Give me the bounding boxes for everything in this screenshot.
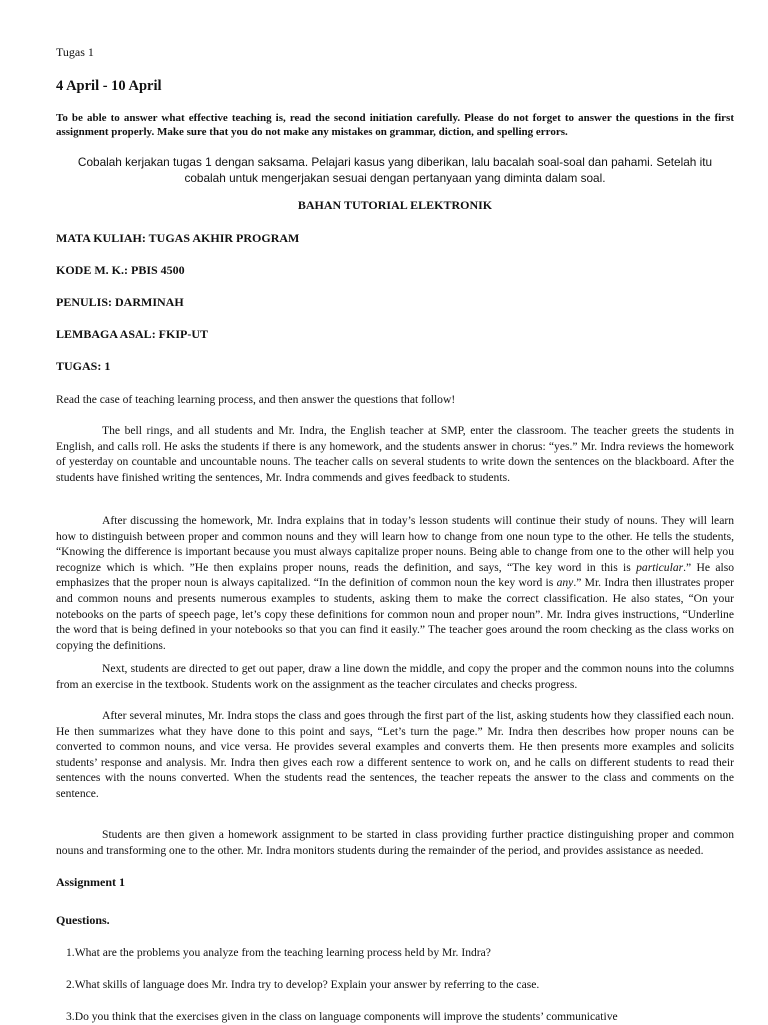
date-range-heading: 4 April - 10 April: [56, 78, 162, 94]
meta-course: MATA KULIAH: TUGAS AKHIR PROGRAM: [56, 231, 300, 245]
meta-institution: LEMBAGA ASAL: FKIP-UT: [56, 327, 209, 341]
case-paragraph-1: The bell rings, and all students and Mr. Indra, the English teacher at SMP, enter the classroom. The teacher greets the students in English, and calls roll. He asks the students if there is any homework, and the students answer in chorus: “yes.” Mr. Indra reviews the homework of yesterday on countable and uncountable nouns. The teacher calls on several students to write down the sentences on the blackboard. After the students have finished writing the sentences, Mr. Indra commends and gives feedback to students.: [56, 424, 734, 484]
instruction-text: To be able to answer what effective teaching is, read the second initiation carefully. Please do not forget to answer the questions in the first assignment properly. Make sure that you do not make any mistakes on grammar, diction, and spelling errors.: [56, 112, 734, 138]
intro-indonesian: Cobalah kerjakan tugas 1 dengan saksama. Pelajari kasus yang diberikan, lalu bacalah soal-soal dan pahami. Setelah itu cobalah untuk mengerjakan sesuai dengan pertanyaan yang diminta dalam soal.: [77, 155, 713, 185]
case-paragraph-2-text-c: .” Mr. Indra then illustrates proper and common nouns and presents numerous examples to students, asking them to make the correct classification. He also states, “On your notebooks on the parts of speech page, let’s copy these definitions for common noun and proper noun”. Mr. Indra gives instructions, “Underline the word that is being defined in your notebooks so that you can find it easily.” The teacher goes around the room checking as the class works on copying the definitions.: [56, 576, 734, 652]
case-paragraph-2: [56, 513, 734, 653]
case-paragraph-5: Students are then given a homework assignment to be started in class providing further practice distinguishing proper and common nouns and transforming one to the other. Mr. Indra monitors students during the remainder of the period, and provides assistance as needed.: [56, 828, 734, 857]
questions-heading: Questions.: [56, 913, 110, 927]
emphasis-any: any: [556, 576, 574, 590]
lead-instruction: Read the case of teaching learning process, and then answer the questions that follow!: [56, 393, 456, 406]
meta-code: KODE M. K.: PBIS 4500: [56, 263, 185, 277]
case-paragraph-3: Next, students are directed to get out paper, draw a line down the middle, and copy the proper and the common nouns into the columns from an exercise in the textbook. Students work on the assignment as the teacher circulates and checks progress.: [56, 662, 734, 691]
document-title: BAHAN TUTORIAL ELEKTRONIK: [297, 198, 493, 212]
meta-task: TUGAS: 1: [56, 359, 111, 373]
case-paragraph-4: After several minutes, Mr. Indra stops the class and goes through the first part of the list, asking students how they classified each noun. He then summarizes what they have done to this point and says, “Let’s turn the page.” Mr. Indra then describes how proper nouns can be converted to common nouns, and vice versa. He provides several examples and converts them. He then presents more examples and solicits students’ response and analysis. Mr. Indra then gives each row a different sentence to work on, and he calls on different students to read their sentences with the nouns converted. When the students read the sentences, the teacher repeats the answer to the class and comments on the sentence.: [56, 709, 734, 800]
case-paragraph-2-text-b: .” He also emphasizes that the proper noun is always capitalized. “In the definition of common noun the key word is: [56, 560, 734, 590]
meta-author: PENULIS: DARMINAH: [56, 295, 184, 309]
case-paragraph-2-text-a: After discussing the homework, Mr. Indra explains that in today’s lesson students will continue their study of nouns. They will learn how to distinguish between proper and common nouns and they will learn how to change from one noun type to the other. He tells the students, “Knowing the difference is important because you must always capitalize proper nouns. Being able to change from one to the other will help you recognize which is which. ”He then explains proper nouns, reads the definition, and says, “The key word in this is: [56, 514, 734, 574]
question-item: 1.What are the problems you analyze from the teaching learning process held by Mr. Indra?: [66, 946, 491, 959]
task-label: Tugas 1: [56, 45, 94, 59]
question-item: 2.What skills of language does Mr. Indra try to develop? Explain your answer by referring to the case.: [66, 978, 540, 991]
question-item: 3.Do you think that the exercises given in the class on language components will improve the students’ communicative: [66, 1010, 618, 1023]
emphasis-particular: particular: [636, 560, 684, 574]
assignment-heading: Assignment 1: [56, 875, 126, 889]
